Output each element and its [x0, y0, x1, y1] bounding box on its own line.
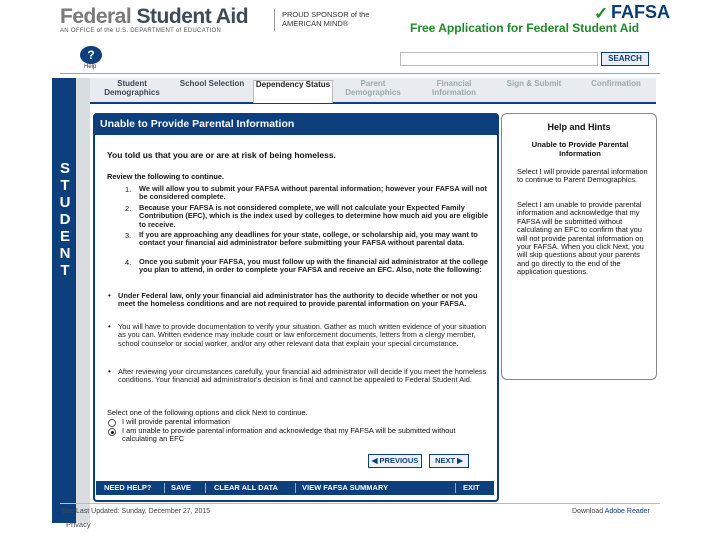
page-title: Unable to Provide Parental Information	[100, 118, 295, 130]
side-letter: U	[59, 194, 71, 211]
bullet-dot: •	[108, 322, 111, 331]
button-separator	[205, 483, 206, 493]
tab-parent-demographics: Parent Demographics	[345, 79, 401, 97]
help-label[interactable]: Help	[84, 64, 97, 70]
student-side-bar	[52, 78, 76, 523]
footer-rule	[60, 503, 660, 504]
list-number: 2.	[125, 204, 132, 213]
header-rule	[60, 73, 660, 74]
side-letter: T	[60, 262, 70, 279]
next-button[interactable]: NEXT ▶	[429, 454, 469, 468]
previous-button[interactable]: ◀ PREVIOUS	[368, 454, 422, 468]
option-unable-radio[interactable]	[108, 428, 116, 436]
button-separator	[164, 483, 165, 493]
tab-financial-information: Financial Information	[432, 79, 476, 97]
save-button[interactable]: SAVE	[171, 483, 191, 492]
tab-student-demographics[interactable]: Student Demographics	[104, 79, 160, 97]
adobe-reader-link[interactable]: Adobe Reader	[604, 508, 650, 515]
fafsa-checkmark-icon: ✓	[594, 4, 609, 23]
side-letter: E	[59, 228, 70, 245]
download-reader: Download Adobe Reader	[572, 508, 650, 515]
side-letter: D	[59, 211, 71, 228]
header-divider	[274, 9, 275, 31]
bullet-item: After reviewing your circumstances carefully, your financial aid administrator will decide if you meet the homeless conditions. Your financial aid administrator's decision is final and cannot be appealed to Federal Student Aid.	[118, 367, 487, 385]
sponsor-text: PROUD SPONSOR of the AMERICAN MIND®	[282, 10, 370, 28]
clear-all-data-button[interactable]: CLEAR ALL DATA	[214, 483, 278, 492]
search-input[interactable]	[400, 52, 598, 66]
search-button[interactable]: SEARCH	[601, 52, 649, 66]
side-bar-shade	[76, 78, 90, 523]
fsa-logo-subtitle: AN OFFICE of the U.S. DEPARTMENT of EDUCATION	[60, 28, 222, 34]
privacy-link[interactable]: Privacy	[66, 520, 91, 529]
help-icon[interactable]: ?	[80, 46, 102, 64]
bullet-item: Under Federal law, only your financial aid administrator has the authority to decide whether or not you meet the homeless conditions and are not required to provide parental information on your FAFSA.	[118, 291, 478, 309]
button-separator	[455, 483, 456, 493]
bullet-dot: •	[108, 291, 111, 300]
tab-dependency-status[interactable]: Dependency Status	[253, 80, 333, 103]
exit-button[interactable]: EXIT	[463, 483, 480, 492]
list-number: 4.	[125, 258, 132, 267]
option-unable-label[interactable]: I am unable to provide parental information and acknowledge that my FAFSA will be submitted without calculating an EFC	[122, 426, 456, 444]
option-provide-radio[interactable]	[108, 419, 116, 427]
review-text: Review the following to continue.	[107, 172, 225, 181]
tab-sign-submit: Sign & Submit	[506, 79, 562, 88]
list-item: Because your FAFSA is not considered complete, we will not calculate your Expected Family Contribution (EFC), which is the index used by colleges to determine how much aid you are eligible to receive.	[139, 203, 489, 229]
button-separator	[295, 483, 296, 493]
side-letter: N	[59, 245, 71, 262]
list-number: 1.	[125, 185, 132, 194]
select-prompt: Select one of the following options and click Next to continue.	[107, 408, 308, 417]
bullet-item: You will have to provide documentation to verify your situation. Gather as much written evidence of your situation as you can. Written evidence may include court or law enforcement documents, letters from a clergy member, school counselor or social worker, and/or any other relevant data that explain your special circumstance.	[118, 322, 487, 348]
list-item: If you are approaching any deadlines for your state, college, or scholarship aid, you may want to contact your financial aid administrator before submitting your FAFSA without parental data.	[139, 230, 478, 248]
tab-confirmation: Confirmation	[591, 79, 641, 88]
list-item: Once you submit your FAFSA, you must follow up with the financial aid administrator at the college you plan to attend, in order to complete your FAFSA and receive an EFC. Also, note the following:	[139, 257, 489, 275]
help-title: Help and Hints	[547, 122, 611, 132]
tab-school-selection[interactable]: School Selection	[179, 79, 245, 88]
view-fafsa-summary-button[interactable]: VIEW FAFSA SUMMARY	[302, 483, 389, 492]
site-last-updated: Site Last Updated: Sunday, December 27, 2015	[62, 508, 211, 515]
list-item: We will allow you to submit your FAFSA without parental information; however your FAFSA will not be considered complete.	[139, 184, 487, 202]
option-provide-label[interactable]: I will provide parental information	[122, 417, 231, 426]
next-arrow-icon: ▶	[455, 456, 463, 465]
side-letter: T	[60, 177, 70, 194]
side-letter: S	[59, 160, 70, 177]
previous-arrow-icon: ◀	[371, 456, 380, 465]
fafsa-logo: FAFSA	[611, 2, 671, 22]
bullet-dot: •	[108, 367, 111, 376]
fsa-logo[interactable]: Federal Student Aid	[60, 5, 249, 28]
intro-text: You told us that you are or are at risk of being homeless.	[107, 150, 336, 160]
help-paragraph: Select I am unable to provide parental information and acknowledge that my FAFSA will be submitted without calculating an EFC to confirm that you will not provide parental information on your FAFSA. When you click Next, you will skip questions about your parents and go directly to the end of the application questions.	[517, 200, 644, 277]
help-paragraph: Select I will provide parental information to continue to Parent Demographics.	[517, 167, 648, 185]
fafsa-subtitle: Free Application for Federal Student Aid	[410, 21, 640, 35]
help-subtitle: Unable to Provide Parental Information	[531, 140, 629, 158]
list-number: 3.	[125, 231, 132, 240]
need-help-button[interactable]: NEED HELP?	[104, 483, 152, 492]
